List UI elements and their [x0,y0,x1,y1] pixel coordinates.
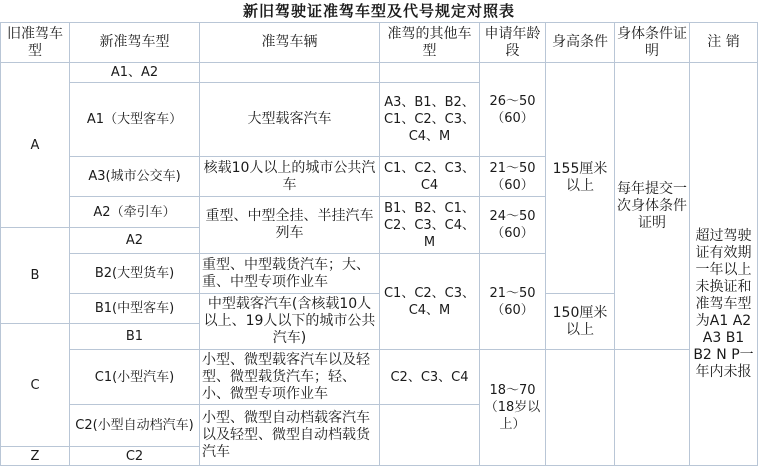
age-c: 18～70（18岁以上） [479,349,546,466]
old-type-c: C [0,323,70,447]
vehicle-empty [199,62,380,83]
header-cancel: 注 销 [689,22,758,63]
new-type-b1c: B1 [69,323,200,350]
age-a2: 24～50（60） [479,196,546,254]
page-title: 新旧驾驶证准驾车型及代号规定对照表 [242,2,515,20]
vehicle-a2: 重型、中型全挂、半挂汽车列车 [199,196,380,254]
other-c2 [379,404,480,466]
header-other-types: 准驾的其他车型 [379,22,480,63]
other-a2: B1、B2、C1、C2、C3、C4、M [379,196,480,254]
header-age: 申请年龄段 [479,22,546,63]
vehicle-a1: 大型载客汽车 [199,82,380,157]
header-old-type: 旧准驾车型 [0,22,70,63]
vehicle-b2: 重型、中型载货汽车；大、重、中型专项作业车 [199,253,380,294]
health-cert: 每年提交一次身体条件证明 [614,62,690,350]
other-c1: C2、C3、C4 [379,349,480,405]
new-type-c2z: C2 [69,446,200,466]
age-a1: 26～50（60） [479,62,546,157]
height-155: 155厘米以上 [545,62,615,294]
new-type-c1: C1(小型汽车) [69,349,200,405]
vehicle-c2: 小型、微型自动档载客汽车以及轻型、微型自动档载货汽车 [199,404,380,466]
old-type-b: B [0,227,70,324]
header-vehicles: 准驾车辆 [199,22,380,63]
new-type-a1: A1（大型客车） [69,82,200,157]
new-type-b1: B1(中型客车) [69,293,200,324]
vehicle-c1: 小型、微型载客汽车以及轻型、微型载货汽车；轻、小、微型专项作业车 [199,349,380,405]
height-empty [545,349,615,466]
new-type-a1a2: A1、A2 [69,62,200,83]
health-empty [614,349,690,466]
age-a3: 21～50（60） [479,156,546,197]
age-b12: 21～50（60） [479,253,546,350]
other-a1: A3、B1、B2、C1、C2、C3、C4、M [379,82,480,157]
header-new-type: 新准驾车型 [69,22,200,63]
new-type-a2b: A2 [69,227,200,254]
other-b12: C1、C2、C3、C4、M [379,253,480,350]
old-type-z: Z [0,446,70,466]
other-empty [379,62,480,83]
new-type-c2: C2(小型自动档汽车) [69,404,200,447]
header-health-cert: 身体条件证明 [614,22,690,63]
new-type-a2: A2（牵引车） [69,196,200,228]
old-type-a: A [0,62,70,228]
header-height: 身高条件 [545,22,615,63]
new-type-a3: A3(城市公交车) [69,156,200,197]
vehicle-a3: 核载10人以上的城市公共汽车 [199,156,380,197]
new-type-b2: B2(大型货车) [69,253,200,294]
vehicle-b1: 中型载客汽车(含核载10人以上、19人以下的城市公共汽车) [199,293,380,350]
cancel-note: 超过驾驶证有效期一年以上未换证和准驾车型为A1 A2 A3 B1 B2 N P一年内未报 [689,62,758,466]
other-a3: C1、C2、C3、C4 [379,156,480,197]
height-150: 150厘米以上 [545,293,615,350]
